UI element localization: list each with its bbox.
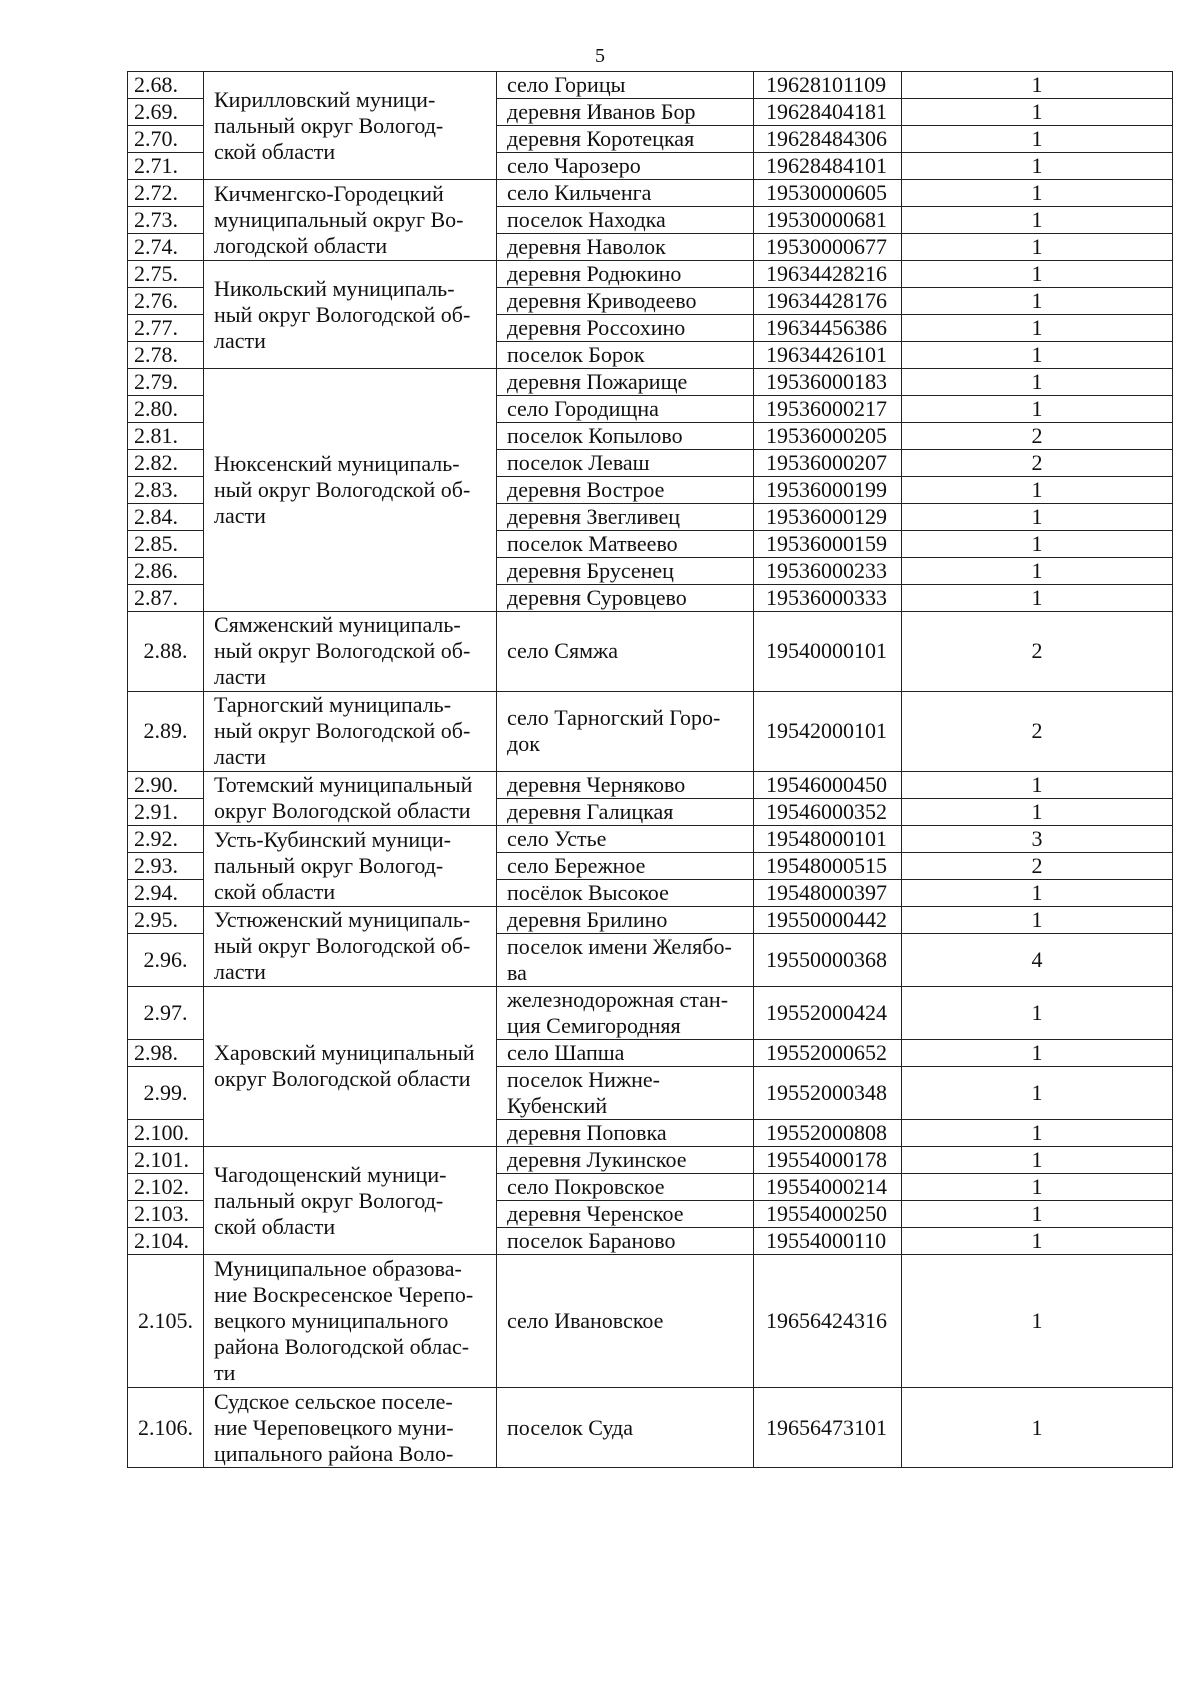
row-number: 2.86. [128, 558, 204, 585]
row-number: 2.100. [128, 1120, 204, 1147]
district-name: Никольский муниципаль- ный округ Вологодской об- ласти [204, 261, 497, 369]
settlement-name: деревня Брилино [497, 906, 754, 933]
row-number: 2.93. [128, 852, 204, 879]
settlement-name: деревня Галицкая [497, 798, 754, 825]
oktmo-code: 19540000101 [754, 612, 902, 692]
table-row [128, 180, 1173, 207]
settlement-name: деревня Пожарище [497, 369, 754, 396]
count-value: 2 [902, 852, 1173, 879]
settlement-name: деревня Лукинское [497, 1147, 754, 1174]
oktmo-code: 19530000605 [754, 180, 902, 207]
settlement-name: деревня Россохино [497, 315, 754, 342]
table-row [128, 691, 1173, 771]
table-row [128, 771, 1173, 798]
count-value: 1 [902, 180, 1173, 207]
row-number: 2.92. [128, 825, 204, 852]
district-name: Сямженский муниципаль- ный округ Вологодской об- ласти [204, 612, 497, 692]
count-value: 1 [902, 1174, 1173, 1201]
settlement-name: деревня Родюкино [497, 261, 754, 288]
oktmo-code: 19542000101 [754, 691, 902, 771]
table-row [128, 1255, 1173, 1388]
row-number: 2.69. [128, 99, 204, 126]
oktmo-code: 19552000652 [754, 1039, 902, 1066]
settlement-name: посёлок Высокое [497, 879, 754, 906]
settlement-name: село Горицы [497, 72, 754, 99]
district-name: Чагодощенский муници- пальный округ Вологод- ской области [204, 1147, 497, 1255]
settlements-table [127, 71, 1173, 1468]
settlement-name: поселок Суда [497, 1388, 754, 1468]
oktmo-code: 19536000129 [754, 504, 902, 531]
row-number: 2.99. [128, 1066, 204, 1119]
count-value: 1 [902, 1066, 1173, 1119]
settlement-name: село Городищна [497, 396, 754, 423]
oktmo-code: 19628484101 [754, 153, 902, 180]
count-value: 1 [902, 342, 1173, 369]
settlement-name: поселок Борок [497, 342, 754, 369]
settlement-name: село Чарозеро [497, 153, 754, 180]
count-value: 1 [902, 99, 1173, 126]
settlement-name: поселок Леваш [497, 450, 754, 477]
row-number: 2.104. [128, 1228, 204, 1255]
row-number: 2.84. [128, 504, 204, 531]
row-number: 2.81. [128, 423, 204, 450]
count-value: 1 [902, 531, 1173, 558]
oktmo-code: 19554000110 [754, 1228, 902, 1255]
oktmo-code: 19546000352 [754, 798, 902, 825]
count-value: 1 [902, 1388, 1173, 1468]
settlement-name: деревня Поповка [497, 1120, 754, 1147]
table-row [128, 906, 1173, 933]
district-name: Устюженский муниципаль- ный округ Вологодской об- ласти [204, 906, 497, 986]
district-name: Кичменгско-Городецкий муниципальный округ Во- логодской области [204, 180, 497, 261]
settlement-name: деревня Криводеево [497, 288, 754, 315]
oktmo-code: 19536000217 [754, 396, 902, 423]
count-value: 1 [902, 234, 1173, 261]
row-number: 2.105. [128, 1255, 204, 1388]
row-number: 2.98. [128, 1039, 204, 1066]
count-value: 1 [902, 1255, 1173, 1388]
district-name: Тарногский муниципаль- ный округ Вологодской об- ласти [204, 691, 497, 771]
count-value: 2 [902, 450, 1173, 477]
row-number: 2.102. [128, 1174, 204, 1201]
row-number: 2.101. [128, 1147, 204, 1174]
oktmo-code: 19536000233 [754, 558, 902, 585]
oktmo-code: 19552000808 [754, 1120, 902, 1147]
settlement-name: село Сямжа [497, 612, 754, 692]
row-number: 2.82. [128, 450, 204, 477]
settlement-name: деревня Звегливец [497, 504, 754, 531]
count-value: 1 [902, 1039, 1173, 1066]
row-number: 2.87. [128, 585, 204, 612]
count-value: 1 [902, 504, 1173, 531]
settlement-name: деревня Черенское [497, 1201, 754, 1228]
oktmo-code: 19628404181 [754, 99, 902, 126]
oktmo-code: 19634456386 [754, 315, 902, 342]
table-row [128, 72, 1173, 99]
row-number: 2.77. [128, 315, 204, 342]
oktmo-code: 19550000442 [754, 906, 902, 933]
settlement-name: деревня Брусенец [497, 558, 754, 585]
oktmo-code: 19554000178 [754, 1147, 902, 1174]
count-value: 1 [902, 1201, 1173, 1228]
count-value: 1 [902, 906, 1173, 933]
table-row [128, 1147, 1173, 1174]
oktmo-code: 19552000424 [754, 986, 902, 1039]
row-number: 2.78. [128, 342, 204, 369]
district-name: Судское сельское поселе- ние Череповецкого муни- ципального района Воло- [204, 1388, 497, 1468]
row-number: 2.96. [128, 933, 204, 986]
row-number: 2.73. [128, 207, 204, 234]
settlement-name: поселок Копылово [497, 423, 754, 450]
oktmo-code: 19634426101 [754, 342, 902, 369]
count-value: 1 [902, 396, 1173, 423]
settlement-name: поселок Матвеево [497, 531, 754, 558]
count-value: 1 [902, 153, 1173, 180]
count-value: 1 [902, 771, 1173, 798]
count-value: 2 [902, 423, 1173, 450]
settlement-name: поселок Находка [497, 207, 754, 234]
settlement-name: деревня Вострое [497, 477, 754, 504]
oktmo-code: 19536000159 [754, 531, 902, 558]
row-number: 2.103. [128, 1201, 204, 1228]
row-number: 2.97. [128, 986, 204, 1039]
oktmo-code: 19554000250 [754, 1201, 902, 1228]
settlement-name: село Бережное [497, 852, 754, 879]
row-number: 2.72. [128, 180, 204, 207]
row-number: 2.106. [128, 1388, 204, 1468]
count-value: 1 [902, 477, 1173, 504]
settlement-name: деревня Суровцево [497, 585, 754, 612]
table-row [128, 825, 1173, 852]
row-number: 2.71. [128, 153, 204, 180]
row-number: 2.79. [128, 369, 204, 396]
count-value: 1 [902, 1120, 1173, 1147]
count-value: 1 [902, 315, 1173, 342]
settlement-name: поселок имени Желябо- ва [497, 933, 754, 986]
oktmo-code: 19554000214 [754, 1174, 902, 1201]
table-row [128, 261, 1173, 288]
oktmo-code: 19634428176 [754, 288, 902, 315]
count-value: 1 [902, 558, 1173, 585]
oktmo-code: 19550000368 [754, 933, 902, 986]
oktmo-code: 19530000677 [754, 234, 902, 261]
count-value: 1 [902, 879, 1173, 906]
oktmo-code: 19548000101 [754, 825, 902, 852]
table-row [128, 612, 1173, 692]
row-number: 2.74. [128, 234, 204, 261]
count-value: 1 [902, 261, 1173, 288]
settlement-name: село Кильченга [497, 180, 754, 207]
settlement-name: село Покровское [497, 1174, 754, 1201]
oktmo-code: 19548000515 [754, 852, 902, 879]
settlement-name: деревня Наволок [497, 234, 754, 261]
district-name: Тотемский муниципальный округ Вологодской области [204, 771, 497, 825]
count-value: 1 [902, 986, 1173, 1039]
count-value: 1 [902, 585, 1173, 612]
settlement-name: село Ивановское [497, 1255, 754, 1388]
row-number: 2.90. [128, 771, 204, 798]
settlement-name: железнодорожная стан- ция Семигородняя [497, 986, 754, 1039]
district-name: Усть-Кубинский муници- пальный округ Вологод- ской области [204, 825, 497, 906]
row-number: 2.94. [128, 879, 204, 906]
oktmo-code: 19546000450 [754, 771, 902, 798]
table-row [128, 986, 1173, 1039]
oktmo-code: 19656473101 [754, 1388, 902, 1468]
oktmo-code: 19536000333 [754, 585, 902, 612]
oktmo-code: 19634428216 [754, 261, 902, 288]
count-value: 1 [902, 798, 1173, 825]
table-row [128, 369, 1173, 396]
count-value: 1 [902, 207, 1173, 234]
district-name: Харовский муниципальный округ Вологодской области [204, 986, 497, 1146]
count-value: 3 [902, 825, 1173, 852]
count-value: 2 [902, 612, 1173, 692]
row-number: 2.80. [128, 396, 204, 423]
count-value: 1 [902, 72, 1173, 99]
row-number: 2.68. [128, 72, 204, 99]
oktmo-code: 19628101109 [754, 72, 902, 99]
oktmo-code: 19548000397 [754, 879, 902, 906]
row-number: 2.83. [128, 477, 204, 504]
settlement-name: село Тарногский Горо- док [497, 691, 754, 771]
count-value: 1 [902, 1147, 1173, 1174]
oktmo-code: 19530000681 [754, 207, 902, 234]
oktmo-code: 19656424316 [754, 1255, 902, 1388]
district-name: Муниципальное образова- ние Воскресенское Черепо- вецкого муниципального района Вологодской облас- ти [204, 1255, 497, 1388]
district-name: Нюксенский муниципаль- ный округ Вологодской об- ласти [204, 369, 497, 612]
settlement-name: поселок Нижне- Кубенский [497, 1066, 754, 1119]
district-name: Кирилловский муници- пальный округ Вологод- ской области [204, 72, 497, 180]
count-value: 1 [902, 126, 1173, 153]
row-number: 2.85. [128, 531, 204, 558]
count-value: 2 [902, 691, 1173, 771]
row-number: 2.75. [128, 261, 204, 288]
oktmo-code: 19536000207 [754, 450, 902, 477]
row-number: 2.88. [128, 612, 204, 692]
count-value: 1 [902, 369, 1173, 396]
oktmo-code: 19536000199 [754, 477, 902, 504]
row-number: 2.70. [128, 126, 204, 153]
settlement-name: деревня Иванов Бор [497, 99, 754, 126]
row-number: 2.76. [128, 288, 204, 315]
count-value: 4 [902, 933, 1173, 986]
settlement-name: деревня Коротецкая [497, 126, 754, 153]
settlement-name: село Шапша [497, 1039, 754, 1066]
table-row [128, 1388, 1173, 1468]
settlement-name: село Устье [497, 825, 754, 852]
row-number: 2.91. [128, 798, 204, 825]
row-number: 2.95. [128, 906, 204, 933]
page-number: 5 [595, 45, 605, 67]
oktmo-code: 19536000183 [754, 369, 902, 396]
row-number: 2.89. [128, 691, 204, 771]
settlement-name: деревня Черняково [497, 771, 754, 798]
oktmo-code: 19552000348 [754, 1066, 902, 1119]
settlement-name: поселок Бараново [497, 1228, 754, 1255]
count-value: 1 [902, 288, 1173, 315]
count-value: 1 [902, 1228, 1173, 1255]
oktmo-code: 19628484306 [754, 126, 902, 153]
oktmo-code: 19536000205 [754, 423, 902, 450]
